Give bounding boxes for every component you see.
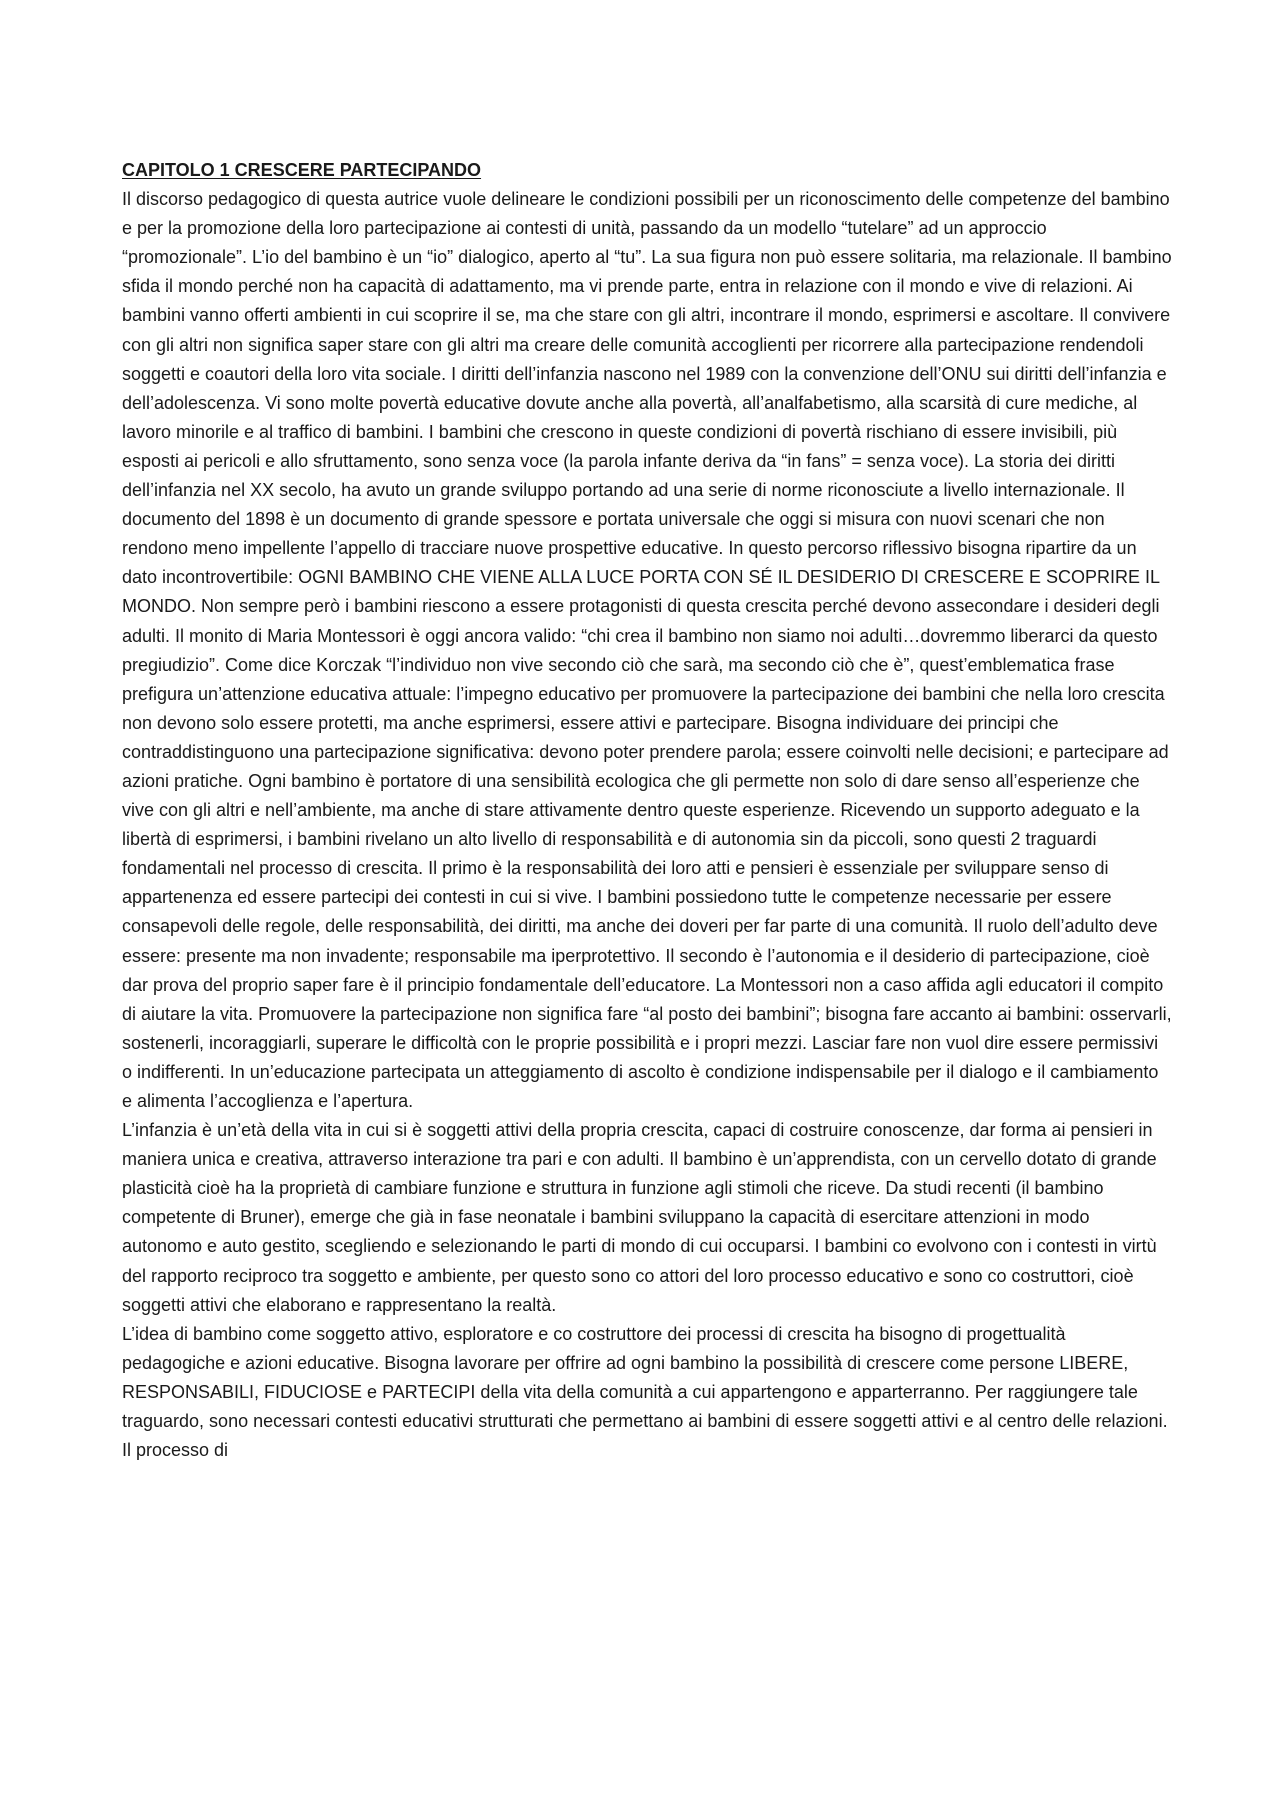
paragraph: L’infanzia è un’età della vita in cui si è soggetti attivi della propria crescita, capaci di costruire conoscenze, dar forma ai pensieri in maniera unica e creativa, attraverso interazione tra pari e con adulti. Il bambino è un’apprendista, con un cervello dotato di grande plasticità cioè ha la proprietà di cambiare funzione e struttura in funzione agli stimoli che riceve. Da studi recenti (il bambino competente di Bruner), emerge che già in fase neonatale i bambini sviluppano la capacità di esercitare attenzioni in modo autonomo e auto gestito, scegliendo e selezionando le parti di mondo di cui occuparsi. I bambini co evolvono con i contesti in virtù del rapporto reciproco tra soggetto e ambiente, per questo sono co attori del loro processo educativo e sono co costruttori, cioè soggetti attivi che elaborano e rappresentano la realtà. [122, 1120, 1157, 1315]
paragraph: Il discorso pedagogico di questa autrice vuole delineare le condizioni possibili per un riconoscimento delle competenze del bambino e per la promozione della loro partecipazione ai contesti di unità, passando da un modello “tutelare” ad un approccio “promozionale”. L’io del bambino è un “io” dialogico, aperto al “tu”. La sua figura non può essere solitaria, ma relazionale. Il bambino sfida il mondo perché non ha capacità di adattamento, ma vi prende parte, entra in relazione con il mondo e vive di relazioni. Ai bambini vanno offerti ambienti in cui scoprire il se, ma che stare con gli altri, incontrare il mondo, esprimersi e ascoltare. Il convivere con gli altri non significa saper stare con gli altri ma creare delle comunità accoglienti per ricorrere alla partecipazione rendendoli soggetti e coautori della loro vita sociale. I diritti dell’infanzia nascono nel 1989 con la convenzione dell’ONU sui diritti dell’infanzia e dell’adolescenza. Vi sono molte povertà educative dovute anche alla povertà, all’analfabetismo, alla scarsità di cure mediche, al lavoro minorile e al traffico di bambini. I bambini che crescono in queste condizioni di povertà rischiano di essere invisibili, più esposti ai pericoli e allo sfruttamento, sono senza voce (la parola infante deriva da “in fans” = senza voce). La storia dei diritti dell’infanzia nel XX secolo, ha avuto un grande sviluppo portando ad una serie di norme riconosciute a livello internazionale. Il documento del 1898 è un documento di grande spessore e portata universale che oggi si misura con nuovi scenari che non rendono meno impellente l’appello di tracciare nuove prospettive educative. In questo percorso riflessivo bisogna ripartire da un dato incontrovertibile: OGNI BAMBINO CHE VIENE ALLA LUCE PORTA CON SÉ IL DESIDERIO DI CRESCERE E SCOPRIRE IL MONDO. Non sempre però i bambini riescono a essere protagonisti di questa crescita perché devono assecondare i desideri degli adulti. Il monito di Maria Montessori è oggi ancora valido: “chi crea il bambino non siamo noi adulti…dovremmo liberarci da questo pregiudizio”. Come dice Korczak “l’individuo non vive secondo ciò che sarà, ma secondo ciò che è”, quest’emblematica frase prefigura un’attenzione educativa attuale: l’impegno educativo per promuovere la partecipazione dei bambini che nella loro crescita non devono solo essere protetti, ma anche esprimersi, essere attivi e partecipare. Bisogna individuare dei principi che contraddistinguono una partecipazione significativa: devono poter prendere parola; essere coinvolti nelle decisioni; e partecipare ad azioni pratiche. Ogni bambino è portatore di una sensibilità ecologica che gli permette non solo di dare senso all’esperienze che vive con gli altri e nell’ambiente, ma anche di stare attivamente dentro queste esperienze. Ricevendo un supporto adeguato e la libertà di esprimersi, i bambini rivelano un alto livello di responsabilità e di autonomia sin da piccoli, sono questi 2 traguardi fondamentali nel processo di crescita. Il primo è la responsabilità dei loro atti e pensieri è essenziale per sviluppare senso di appartenenza ed essere partecipi dei contesti in cui si vive. I bambini possiedono tutte le competenze necessarie per essere consapevoli delle regole, delle responsabilità, dei diritti, ma anche dei doveri per far parte di una comunità. Il ruolo dell’adulto deve essere: presente ma non invadente; responsabile ma iperprotettivo. Il secondo è l’autonomia e il desiderio di partecipazione, cioè dar prova del proprio saper fare è il principio fondamentale dell’educatore. La Montessori non a caso affida agli educatori il compito di aiutare la vita. Promuovere la partecipazione non significa fare “al posto dei bambini”; bisogna fare accanto ai bambini: osservarli, sostenerli, incoraggiarli, superare le difficoltà con le proprie possibilità e i propri mezzi. Lasciar fare non vuol dire essere permissivi o indifferenti. In un’educazione partecipata un atteggiamento di ascolto è condizione indispensabile per il dialogo e il cambiamento e alimenta l’accoglienza e l’apertura. [122, 189, 1172, 1111]
document-body [122, 156, 1172, 1465]
paragraph: L’idea di bambino come soggetto attivo, esploratore e co costruttore dei processi di crescita ha bisogno di progettualità pedagogiche e azioni educative. Bisogna lavorare per offrire ad ogni bambino la possibilità di crescere come persone LIBERE, RESPONSABILI, FIDUCIOSE e PARTECIPI della vita della comunità a cui appartengono e apparterranno. Per raggiungere tale traguardo, sono necessari contesti educativi strutturati che permettano ai bambini di essere soggetti attivi e al centro delle relazioni. Il processo di [122, 1323, 1168, 1461]
chapter-title: CAPITOLO 1 CRESCERE PARTECIPANDO [122, 160, 482, 180]
